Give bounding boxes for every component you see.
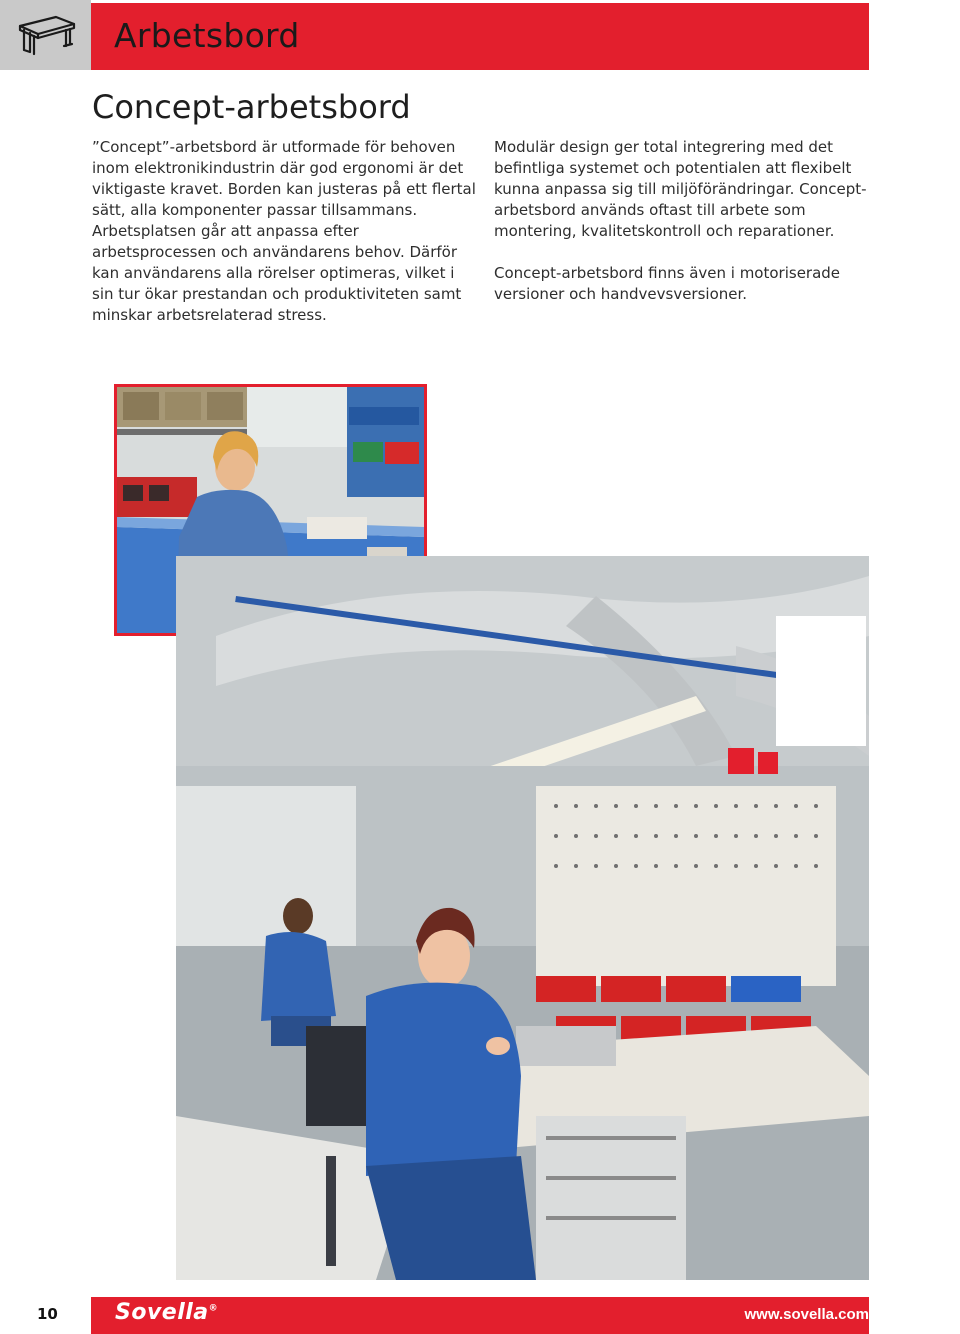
- section-title: Arbetsbord: [114, 16, 300, 55]
- paragraph: ”Concept”-arbetsbord är utformade för behoven inom elektronikindustrin där god ergonomi är det viktigaste kravet. Borden kan justeras på ett flertal sätt, alla komponenter passar tillsammans. Arbetsplatsen går att anpassa efter arbetsprocessen och användarens behov. Därför kan användarens alla rörelser optimeras, vilket i sin tur ökar prestandan och produktiviteten samt minskar arbetsrelaterad stress.: [92, 138, 476, 324]
- page-number: 10: [37, 1305, 58, 1323]
- sovella-logo: [115, 1300, 218, 1325]
- paragraph: Modulär design ger total integrering med det befintliga systemet och potentialen att flexibelt kunna anpassa sig till miljöförändringar. Concept-arbetsbord används oftast till arbete som montering, kvalitetskontroll och reparationer.: [494, 138, 867, 240]
- footer-band: [91, 1297, 869, 1334]
- text-column-right: [494, 137, 869, 326]
- logo-wordmark: Sovella: [115, 1300, 209, 1325]
- workbench-icon: [16, 14, 78, 56]
- section-icon-box: [0, 0, 91, 70]
- text-column-left: [92, 137, 477, 347]
- page-title: Concept-arbetsbord: [92, 88, 411, 126]
- registered-mark: ®: [208, 1303, 219, 1314]
- section-header-band: [91, 3, 869, 70]
- website-link[interactable]: www.sovella.com: [744, 1306, 869, 1323]
- paragraph: Concept-arbetsbord finns även i motoriserade versioner och handvevsversioner.: [494, 264, 841, 303]
- photo-workshop-workbenches: [176, 556, 869, 1280]
